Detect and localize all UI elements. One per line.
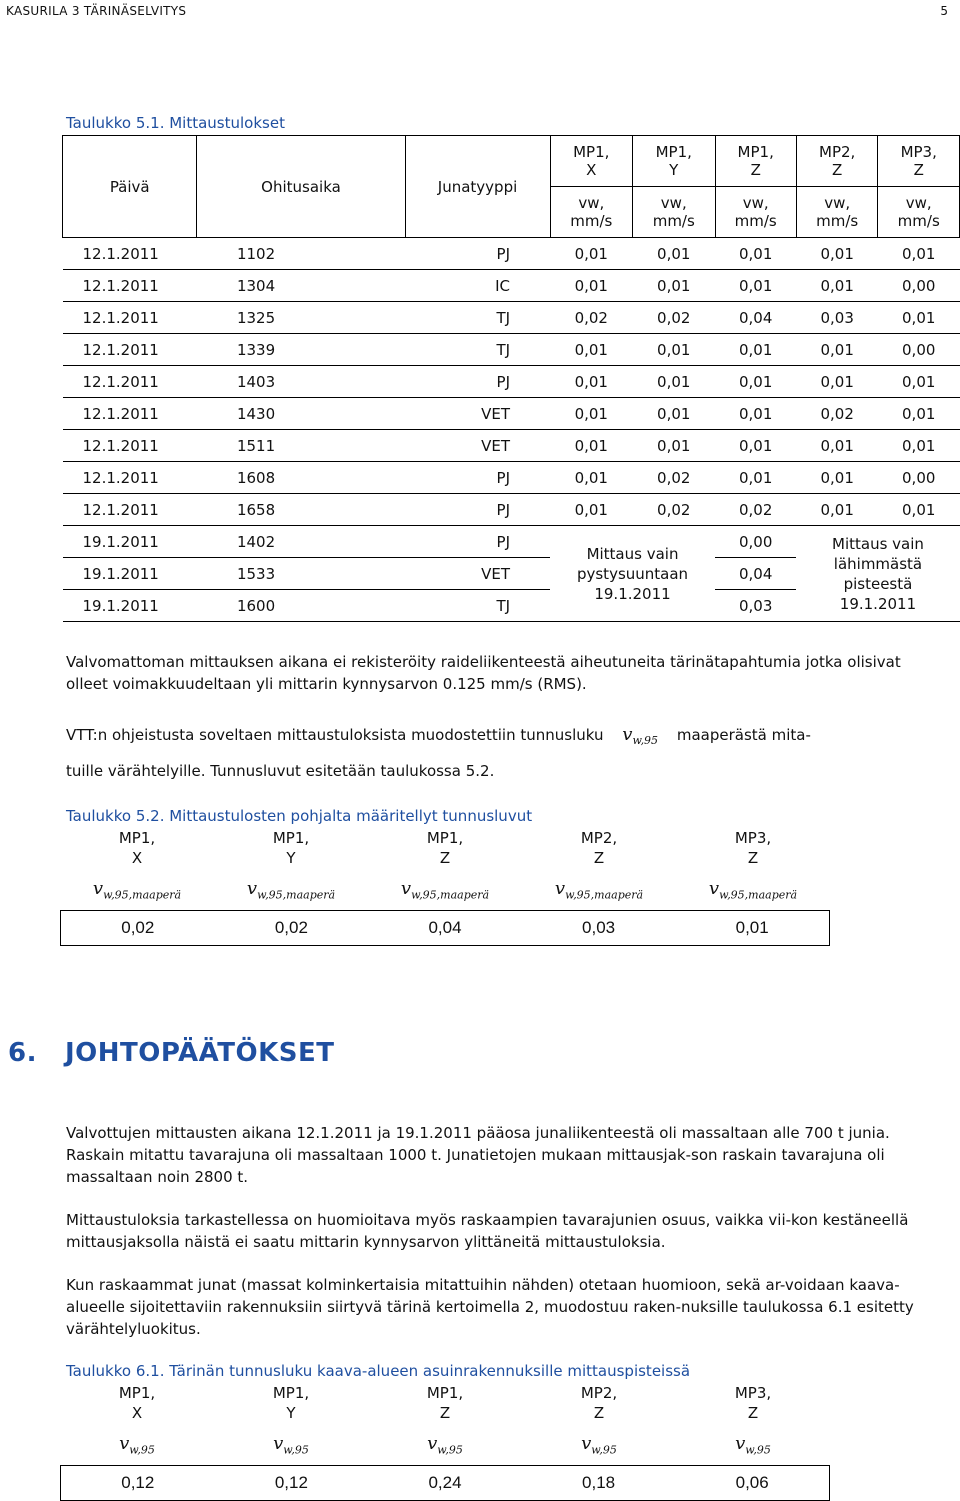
cell-value: 0,02 <box>550 302 632 334</box>
symbol-row <box>60 1433 830 1457</box>
section-heading: 6. JOHTOPÄÄTÖKSET <box>8 1038 335 1068</box>
cell-value: 0,01 <box>715 270 796 302</box>
value-cell: 0,18 <box>582 1472 616 1492</box>
col-header-time: Ohitusaika <box>197 136 405 238</box>
cell-value: 0,00 <box>878 270 960 302</box>
col-header-mp: MP2, Z <box>796 136 878 187</box>
col-header-unit: vw, mm/s <box>878 187 960 238</box>
cell-train-type: PJ <box>405 526 550 558</box>
symbol-label: $v_{w,95,maaperä}$ <box>400 878 490 902</box>
value-cell: 0,02 <box>121 917 155 937</box>
paragraph-conclusions: Valvottujen mittausten aikana 12.1.2011 ja 19.1.2011 pääosa junaliikenteestä oli massaltaan alle 700 t junia. Raskain mitattu tavarajuna oli massaltaan 1000 t. Junatietojen mukaan mittausjak-son raskain tavarajuna oli massaltaan noin 2800 t. <box>66 1124 890 1186</box>
values-row <box>60 1465 830 1501</box>
cell-time: 1339 <box>197 334 405 366</box>
symbol-label: $v_{w,95,maaperä}$ <box>708 878 798 902</box>
column-header: MP3, Z <box>734 829 772 867</box>
cell-value: 0,01 <box>550 334 632 366</box>
cell-value: 0,01 <box>715 334 796 366</box>
cell-date: 12.1.2011 <box>63 270 197 302</box>
cell-time: 1608 <box>197 462 405 494</box>
symbol-label: $v_{w,95}$ <box>581 1433 617 1457</box>
cell-value: 0,01 <box>878 238 960 270</box>
table-5-1-caption: Taulukko 5.1. Mittaustulokset <box>66 114 285 132</box>
col-header-mp: MP1, Z <box>715 136 796 187</box>
cell-value: 0,01 <box>796 334 878 366</box>
col-header-mp: MP1, Y <box>633 136 715 187</box>
symbol-label: $v_{w,95,maaperä}$ <box>554 878 644 902</box>
cell-value: 0,01 <box>550 270 632 302</box>
table-row <box>63 494 960 526</box>
symbol-label: $v_{w,95}$ <box>735 1433 771 1457</box>
cell-value: 0,02 <box>633 302 715 334</box>
cell-date: 12.1.2011 <box>63 462 197 494</box>
col-header-mp: MP3, Z <box>878 136 960 187</box>
cell-train-type: PJ <box>405 494 550 526</box>
cell-date: 12.1.2011 <box>63 398 197 430</box>
column-header: MP1, X <box>118 1384 156 1422</box>
value-cell: 0,01 <box>735 917 769 937</box>
col-header-unit: vw, mm/s <box>633 187 715 238</box>
cell-train-type: PJ <box>405 366 550 398</box>
cell-time: 1533 <box>197 558 405 590</box>
table-5-2-caption: Taulukko 5.2. Mittaustulosten pohjalta määritellyt tunnusluvut <box>66 807 533 825</box>
cell-date: 12.1.2011 <box>63 302 197 334</box>
cell-value: 0,01 <box>796 462 878 494</box>
cell-value: 0,01 <box>633 334 715 366</box>
cell-value: 0,01 <box>550 494 632 526</box>
table-row <box>63 462 960 494</box>
symbol-label: $v_{w,95}$ <box>119 1433 155 1457</box>
table-row <box>63 430 960 462</box>
column-header: MP3, Z <box>734 1384 772 1422</box>
cell-value: 0,01 <box>715 462 796 494</box>
cell-value: 0,01 <box>715 398 796 430</box>
cell-value: 0,01 <box>796 494 878 526</box>
cell-date: 12.1.2011 <box>63 494 197 526</box>
column-header: MP1, X <box>118 829 156 867</box>
table-row <box>63 238 960 270</box>
col-header-unit: vw, mm/s <box>550 187 632 238</box>
symbol-label: $v_{w,95,maaperä}$ <box>246 878 336 902</box>
cell-time: 1304 <box>197 270 405 302</box>
cell-value: 0,01 <box>878 430 960 462</box>
cell-time: 1325 <box>197 302 405 334</box>
cell-value: 0,01 <box>878 302 960 334</box>
col-header-mp: MP1, X <box>550 136 632 187</box>
cell-date: 19.1.2011 <box>63 590 197 622</box>
col-header-train-type: Junatyyppi <box>405 136 550 238</box>
cell-train-type: TJ <box>405 590 550 622</box>
cell-value: 0,02 <box>633 462 715 494</box>
cell-value: 0,00 <box>878 334 960 366</box>
cell-value: 0,04 <box>715 558 796 590</box>
table-6-1-caption: Taulukko 6.1. Tärinän tunnusluku kaava-alueen asuinrakennuksille mittauspisteissä <box>66 1362 691 1380</box>
cell-value: 0,04 <box>715 302 796 334</box>
vibration-class-table <box>60 1383 830 1501</box>
values-row <box>60 910 830 946</box>
symbol-label: $v_{w,95}$ <box>427 1433 463 1457</box>
cell-value: 0,01 <box>796 366 878 398</box>
cell-value: 0,01 <box>878 494 960 526</box>
cell-value: 0,02 <box>796 398 878 430</box>
cell-train-type: VET <box>405 398 550 430</box>
cell-date: 12.1.2011 <box>63 334 197 366</box>
cell-value: 0,01 <box>715 366 796 398</box>
table-row <box>63 334 960 366</box>
column-header: MP2, Z <box>580 1384 618 1422</box>
cell-train-type: VET <box>405 430 550 462</box>
cell-date: 12.1.2011 <box>63 238 197 270</box>
column-header: MP2, Z <box>580 829 618 867</box>
cell-value: 0,01 <box>550 462 632 494</box>
value-cell: 0,02 <box>274 917 308 937</box>
table-row <box>63 270 960 302</box>
cell-time: 1600 <box>197 590 405 622</box>
col-header-unit: vw, mm/s <box>715 187 796 238</box>
paragraph-vtt: VTT:n ohjeistusta soveltaen mittaustuloksista muodostettiin tunnusluku $v_{w,95}$ maaperästä mita- <box>66 724 811 747</box>
value-cell: 0,12 <box>121 1472 155 1492</box>
cell-train-type: PJ <box>405 238 550 270</box>
cell-value: 0,00 <box>878 462 960 494</box>
cell-value: 0,01 <box>633 430 715 462</box>
cell-value: 0,01 <box>878 366 960 398</box>
cell-time: 1658 <box>197 494 405 526</box>
symbol-v: v <box>622 724 633 745</box>
cell-train-type: IC <box>405 270 550 302</box>
cell-value: 0,01 <box>550 238 632 270</box>
symbol-label: $v_{w,95,maaperä}$ <box>92 878 182 902</box>
value-cell: 0,04 <box>428 917 462 937</box>
cell-value: 0,00 <box>715 526 796 558</box>
cell-train-type: VET <box>405 558 550 590</box>
cell-date: 12.1.2011 <box>63 366 197 398</box>
cell-time: 1511 <box>197 430 405 462</box>
key-values-table <box>60 828 830 946</box>
cell-value: 0,01 <box>550 430 632 462</box>
cell-date: 19.1.2011 <box>63 526 197 558</box>
cell-value: 0,03 <box>796 302 878 334</box>
cell-train-type: TJ <box>405 334 550 366</box>
cell-value: 0,02 <box>633 494 715 526</box>
paragraph-vtt-line2: tuille värähtelyille. Tunnusluvut esitetään taulukossa 5.2. <box>66 762 495 780</box>
cell-train-type: PJ <box>405 462 550 494</box>
cell-value: 0,02 <box>715 494 796 526</box>
cell-train-type: TJ <box>405 302 550 334</box>
cell-value: 0,01 <box>550 366 632 398</box>
col-header-date: Päivä <box>63 136 197 238</box>
note-vertical-only: Mittaus vain pystysuuntaan 19.1.2011 <box>550 526 715 622</box>
cell-value: 0,01 <box>633 398 715 430</box>
cell-date: 19.1.2011 <box>63 558 197 590</box>
cell-time: 1102 <box>197 238 405 270</box>
symbol-label: $v_{w,95}$ <box>273 1433 309 1457</box>
cell-value: 0,01 <box>633 238 715 270</box>
cell-value: 0,01 <box>550 398 632 430</box>
col-header-unit: vw, mm/s <box>796 187 878 238</box>
cell-value: 0,01 <box>633 366 715 398</box>
cell-time: 1403 <box>197 366 405 398</box>
measurement-results-table <box>62 135 960 622</box>
note-nearest-point: Mittaus vain lähimmästä pisteestä 19.1.2011 <box>796 526 959 622</box>
cell-value: 0,01 <box>796 238 878 270</box>
value-cell: 0,06 <box>735 1472 769 1492</box>
column-header: MP1, Z <box>426 1384 464 1422</box>
table-row <box>63 302 960 334</box>
value-cell: 0,12 <box>274 1472 308 1492</box>
cell-date: 12.1.2011 <box>63 430 197 462</box>
cell-value: 0,01 <box>878 398 960 430</box>
cell-value: 0,01 <box>715 238 796 270</box>
symbol-row <box>60 878 830 902</box>
value-cell: 0,03 <box>582 917 616 937</box>
cell-value: 0,01 <box>715 430 796 462</box>
table-row <box>63 526 960 558</box>
table-row <box>63 398 960 430</box>
cell-time: 1430 <box>197 398 405 430</box>
table-header-row <box>60 1383 830 1423</box>
cell-value: 0,01 <box>796 270 878 302</box>
paragraph-heavy-trains: Mittaustuloksia tarkastellessa on huomioitava myös raskaampien tavarajunien osuus, vaikka vii-kon kestäneellä mittausjaksolla näistä ei saatu mittarin kynnysarvon ylittäneitä mittaustuloksia. <box>66 1211 909 1251</box>
paragraph-classification: Kun raskaammat junat (massat kolminkertaisia mitattuihin nähden) otetaan huomioon, sekä ar-voidaan kaava-alueelle sijoitettaviin rakennuksiin siirtyvä tärinä kertoimella 2, muodostuu raken-nuksille taulukossa 6.1 esitetty värähtelyluokitus. <box>66 1276 914 1338</box>
column-header: MP1, Y <box>272 829 310 867</box>
value-cell: 0,24 <box>428 1472 462 1492</box>
page-number: 5 <box>940 4 948 18</box>
cell-time: 1402 <box>197 526 405 558</box>
running-header: KASURILA 3 TÄRINÄSELVITYS <box>6 4 187 18</box>
column-header: MP1, Y <box>272 1384 310 1422</box>
table-header-row <box>60 828 830 868</box>
paragraph-unmonitored: Valvomattoman mittauksen aikana ei rekisteröity raideliikenteestä aiheutuneita tärinätapahtumia jotka olisivat olleet voimakkuudeltaan yli mittarin kynnysarvon 0.125 mm/s (RMS). <box>66 653 901 693</box>
table-row <box>63 366 960 398</box>
cell-value: 0,01 <box>796 430 878 462</box>
cell-value: 0,03 <box>715 590 796 622</box>
cell-value: 0,01 <box>633 270 715 302</box>
column-header: MP1, Z <box>426 829 464 867</box>
